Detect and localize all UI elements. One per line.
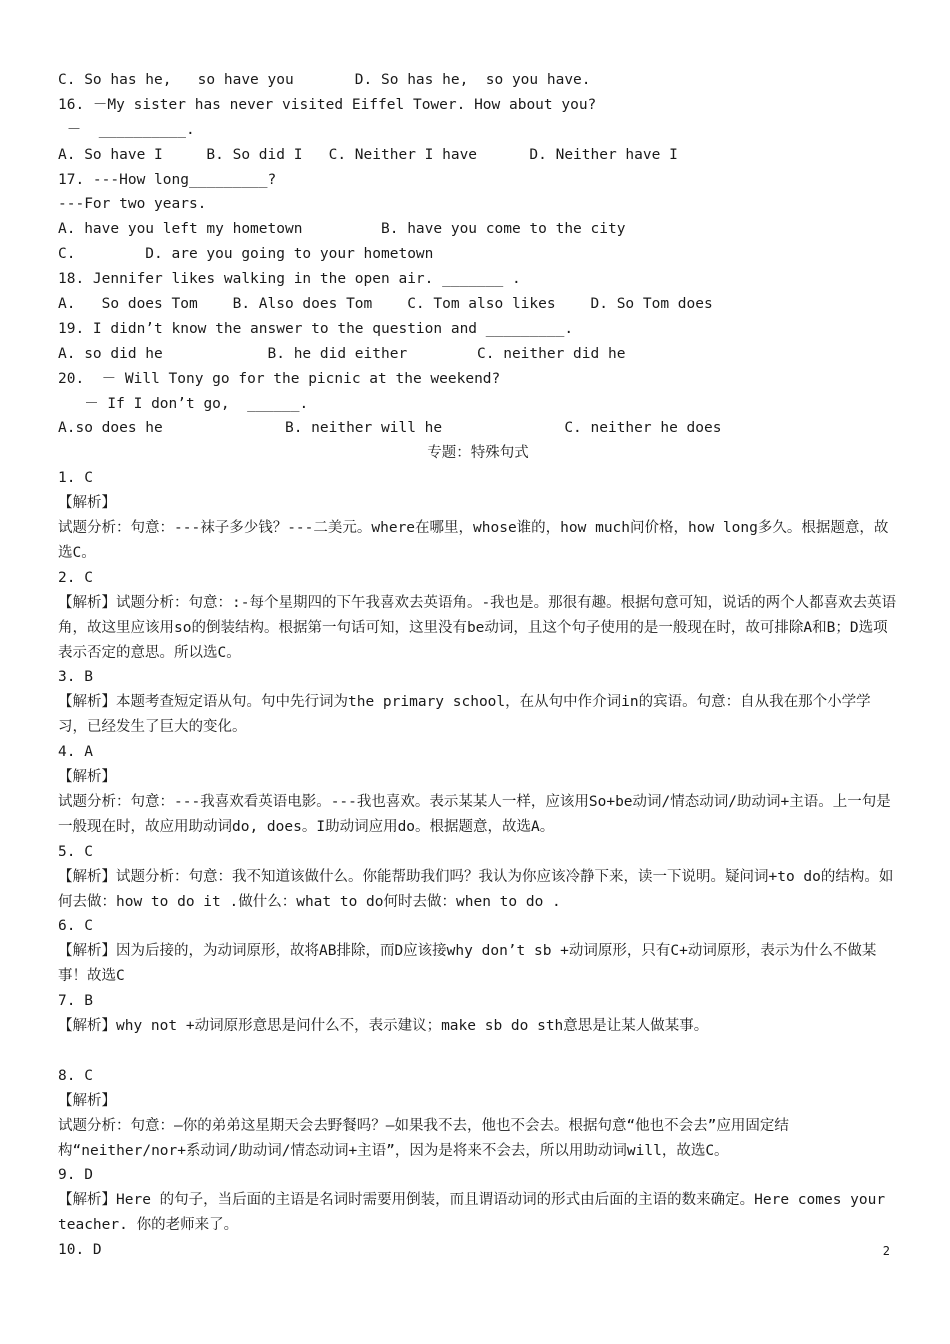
answer-number: 7. B	[58, 993, 93, 1010]
answer-number: 8. C	[58, 1067, 93, 1084]
question-line: 19. I didn’t know the answer to the question and _________.	[58, 320, 574, 337]
analysis-text: 【解析】试题分析：句意：我不知道该做什么。你能帮助我们吗？我认为你应该冷静下来，读一下说明。疑问词+to do的结构。如何去做：how to do it .做什么：what to do何时去做：when to do .	[58, 868, 894, 910]
question-line: 17. ---How long_________?	[58, 171, 277, 188]
answer-number: 3. B	[58, 669, 93, 686]
analysis-text: 试题分析：句意：—你的弟弟这星期天会去野餐吗？—如果我不去，他也不会去。根据句意“他也不会去”应用固定结构“neither/nor+系动词/助动词/情态动词+主语”，因为是将来不会去，所以用助动词will，故选C。	[58, 1117, 789, 1159]
page-number: 2	[882, 1244, 890, 1258]
analysis-text: 【解析】因为后接的，为动词原形，故将AB排除，而D应该接why don’t sb +动词原形，只有C+动词原形，表示为什么不做某事！故选C	[58, 943, 877, 985]
analysis-tag: 【解析】	[58, 1092, 116, 1109]
answer-block	[58, 466, 898, 1263]
answer-number: 1. C	[58, 470, 93, 487]
analysis-tag: 【解析】	[58, 495, 116, 512]
question-line: A. have you left my hometown B. have you come to the city	[58, 221, 626, 238]
analysis-text: 试题分析：句意：---袜子多少钱？---二美元。where在哪里，whose谁的，how much问价格，how long多久。根据题意，故选C。	[58, 520, 889, 561]
document-page	[58, 68, 898, 1263]
question-line: A. So does Tom B. Also does Tom C. Tom also likes D. So Tom does	[58, 296, 713, 313]
question-line: － If I don’t go, ______.	[58, 395, 309, 412]
analysis-text: 试题分析：句意：---我喜欢看英语电影。---我也喜欢。表示某某人一样，应该用So+be动词/情态动词/助动词+主语。上一句是一般现在时，故应用助动词do, does。I助动词应用do。根据题意，故选A。	[58, 793, 891, 835]
question-line: 18. Jennifer likes walking in the open air. _______ .	[58, 271, 521, 288]
question-line: 16. －My sister has never visited Eiffel Tower. How about you?	[58, 96, 597, 113]
answer-number: 10. D	[58, 1242, 102, 1259]
answer-number: 2. C	[58, 569, 93, 586]
analysis-text: 【解析】试题分析：句意：:-每个星期四的下午我喜欢去英语角。-我也是。那很有趣。根据句意可知，说话的两个人都喜欢去英语角，故这里应该用so的倒装结构。根据第一句话可知，这里没有be动词，且这个句子使用的是一般现在时，故可排除A和B；D选项表示否定的意思。所以选C。	[58, 594, 897, 661]
question-line: 20. － Will Tony go for the picnic at the weekend?	[58, 370, 501, 387]
answer-number: 4. A	[58, 744, 93, 761]
question-line: A. So have I B. So did I C. Neither I have D. Neither have I	[58, 146, 678, 163]
question-line: C. So has he, so have you D. So has he, so you have.	[58, 72, 591, 88]
question-line: A.so does he B. neither will he C. neither he does	[58, 420, 722, 437]
analysis-text: 【解析】本题考查短定语从句。句中先行词为the primary school，在从句中作介词in的宾语。句意：自从我在那个小学学习，已经发生了巨大的变化。	[58, 694, 871, 736]
question-line: ---For two years.	[58, 196, 207, 213]
question-line: A. so did he B. he did either C. neither did he	[58, 345, 626, 362]
question-line: － __________.	[58, 121, 195, 138]
analysis-tag: 【解析】	[58, 769, 116, 786]
question-block	[58, 68, 898, 441]
answer-number: 6. C	[58, 918, 93, 935]
analysis-text: 【解析】Here 的句子，当后面的主语是名词时需要用倒装，而且谓语动词的形式由后面的主语的数来确定。Here comes your teacher. 你的老师来了。	[58, 1192, 886, 1234]
analysis-text: 【解析】why not +动词原形意思是问什么不，表示建议；make sb do sth意思是让某人做某事。	[58, 1018, 709, 1035]
section-title: 专题：特殊句式	[427, 445, 529, 462]
question-line: C. D. are you going to your hometown	[58, 246, 434, 263]
answer-number: 9. D	[58, 1167, 93, 1184]
answer-number: 5. C	[58, 843, 93, 860]
